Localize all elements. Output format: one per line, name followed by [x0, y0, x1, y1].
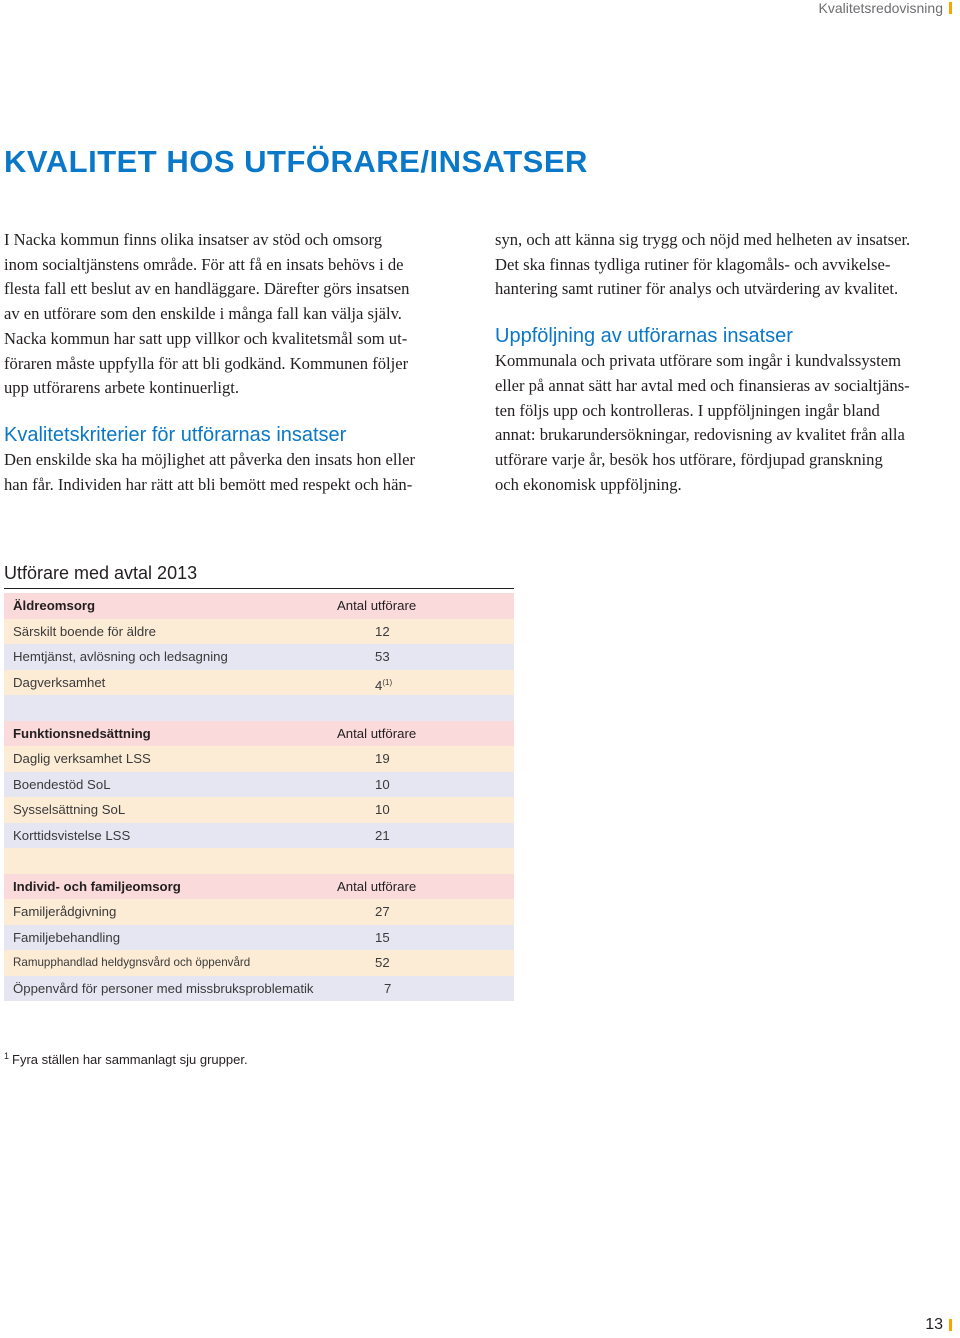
row-label: Dagverksamhet [13, 674, 106, 690]
row-value: 15 [375, 929, 390, 945]
row-label: Öppenvård för personer med missbruksproblematik [13, 980, 314, 996]
count-column-label: Antal utförare [337, 725, 417, 741]
count-column-label: Antal utförare [337, 878, 417, 894]
intro-line: upp utförarens arbete kontinuerligt. [4, 378, 240, 398]
row-label: Familjerådgivning [13, 904, 117, 919]
criteria-heading: Kvalitetskriterier för utförarnas insatser [4, 423, 347, 446]
row-label: Korttidsvistelse LSS [13, 827, 131, 843]
spacer [4, 401, 462, 422]
row-value-with-note [375, 670, 392, 699]
table-row [4, 670, 514, 696]
followup-line: Kommunala och privata utförare som ingår i kundvalssystem [495, 351, 901, 371]
intro-line: inom socialtjänstens område. För att få en insats behövs i de [4, 254, 404, 274]
table-row [4, 797, 514, 823]
row-value: 4 [375, 677, 383, 693]
criteria-line: syn, och att känna sig trygg och nöjd med helheten av insatser. [495, 230, 911, 249]
criteria-paragraph-start [4, 448, 462, 497]
intro-line: Nacka kommun har satt upp villkor och kvalitetsmål som ut- [4, 328, 408, 348]
row-value: 52 [375, 955, 390, 970]
count-column-label: Antal utförare [337, 598, 417, 613]
footnote-number: 1 [4, 1051, 10, 1061]
section-heading: Individ- och familjeomsorg [13, 878, 181, 894]
row-value: 7 [384, 980, 392, 996]
table-spacer-row [4, 695, 514, 721]
providers-table [4, 593, 514, 1001]
table-title: Utförare med avtal 2013 [4, 563, 198, 583]
row-value: 12 [375, 623, 390, 639]
page-number-text: 13 [925, 1316, 943, 1333]
row-label: Ramupphandlad heldygnsvård och öppenvård [13, 956, 251, 969]
followup-paragraph [495, 349, 959, 497]
row-value: 10 [375, 802, 390, 817]
row-label: Sysselsättning SoL [13, 802, 126, 817]
footnote-text: Fyra ställen har sammanlagt sju grupper. [12, 1052, 248, 1067]
row-label: Särskilt boende för äldre [13, 623, 156, 639]
intro-paragraph [4, 228, 462, 401]
followup-line: och ekonomisk uppföljning. [495, 474, 682, 494]
followup-line: eller på annat sätt har avtal med och finansieras av socialtjäns- [495, 375, 910, 395]
followup-line: utförare varje år, besök hos utförare, fördjupad granskning [495, 449, 883, 469]
section-heading: Funktionsnedsättning [13, 725, 151, 741]
table-row [4, 823, 514, 849]
followup-line: ten följs upp och kontrolleras. I uppföljningen ingår bland [495, 400, 880, 420]
table-row [4, 746, 514, 772]
intro-line: av en utförare som den enskilde i många fall kan välja själv. [4, 304, 402, 324]
criteria-line: Den enskilde ska ha möjlighet att påverka den insats hon eller [4, 449, 416, 469]
intro-line: flesta fall ett beslut av en handläggare. Därefter görs insatsen [4, 279, 410, 299]
table-row [4, 925, 514, 951]
footnote [4, 1051, 248, 1067]
followup-heading: Uppföljning av utförarnas insatser [495, 325, 793, 348]
section-heading: Äldreomsorg [13, 598, 96, 613]
row-value: 21 [375, 827, 390, 843]
table-row [4, 899, 514, 925]
intro-line: föraren måste uppfylla för att bli godkänd. Kommunen följer [4, 353, 409, 373]
row-label: Familjebehandling [13, 929, 121, 945]
row-value: 19 [375, 751, 390, 766]
row-value: 27 [375, 904, 390, 919]
page-number-accent-bar [949, 1319, 952, 1331]
criteria-paragraph-end [495, 228, 959, 302]
intro-line: I Nacka kommun finns olika insatser av stöd och omsorg [4, 230, 383, 249]
table-section-header [4, 874, 514, 900]
table-title-rule [4, 588, 514, 589]
footnote-reference: (1) [382, 677, 393, 687]
table-row [4, 619, 514, 645]
table-spacer-row [4, 848, 514, 874]
left-column [4, 228, 462, 497]
running-header-text: Kvalitetsredovisning [818, 0, 943, 16]
row-label: Boendestöd SoL [13, 776, 111, 792]
page-title: KVALITET HOS UTFÖRARE/INSATSER [4, 144, 588, 179]
followup-line: annat: brukarundersökningar, redovisning av kvalitet från alla [495, 425, 905, 445]
spacer [495, 302, 959, 323]
row-label: Daglig verksamhet LSS [13, 751, 151, 766]
table-row [4, 644, 514, 670]
running-header [818, 0, 952, 16]
row-label: Hemtjänst, avlösning och ledsagning [13, 649, 228, 664]
header-accent-bar [949, 2, 952, 14]
criteria-line: hantering samt rutiner för analys och utvärdering av kvalitet. [495, 279, 899, 299]
table-row [4, 976, 514, 1002]
criteria-line: Det ska finnas tydliga rutiner för klagomåls- och avvikelse- [495, 254, 891, 274]
row-value: 10 [375, 776, 390, 792]
table-section-header [4, 721, 514, 747]
table-section-header [4, 593, 514, 619]
table-row [4, 950, 514, 976]
table-row [4, 772, 514, 798]
right-column [495, 228, 959, 497]
row-value: 53 [375, 649, 390, 664]
criteria-line: han får. Individen har rätt att bli bemött med respekt och hän- [4, 474, 413, 494]
page-number [925, 1316, 952, 1334]
